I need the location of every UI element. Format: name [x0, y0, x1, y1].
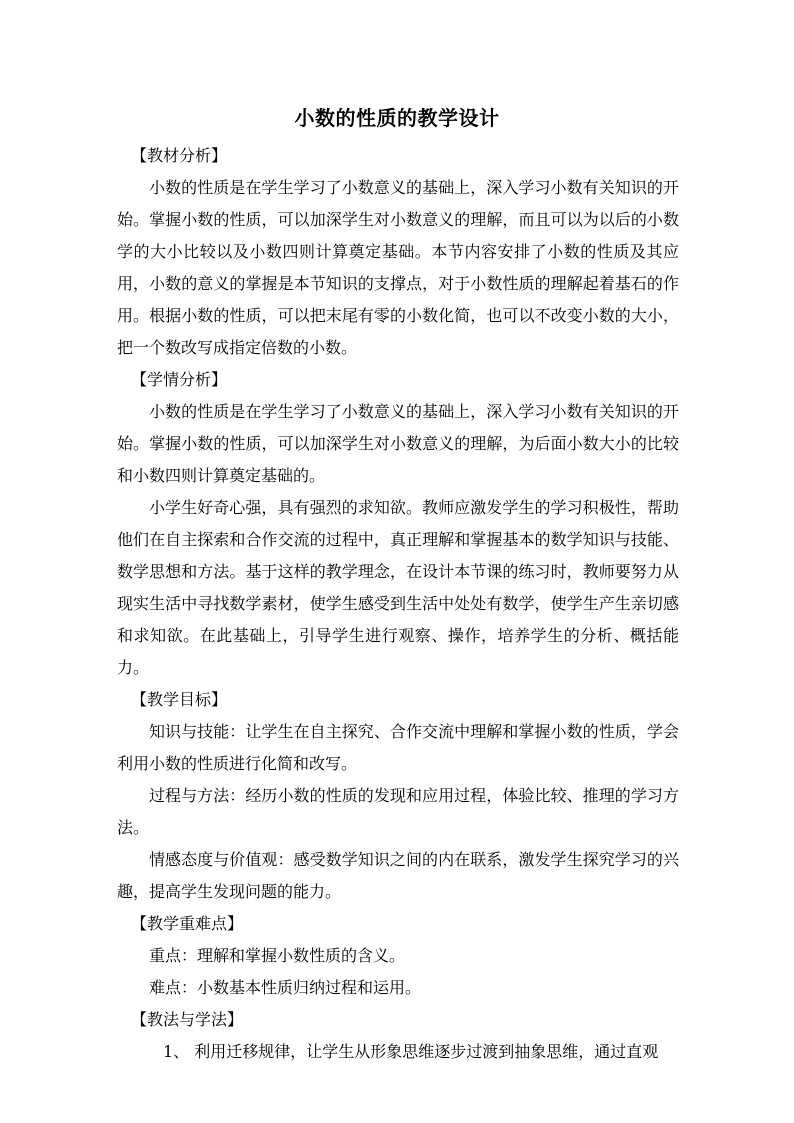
section-heading-methods: 【教法与学法】 — [131, 1010, 244, 1029]
section-heading-textbook-analysis: 【教材分析】 — [131, 146, 228, 165]
paragraph-goal-process: 过程与方法：经历小数的性质的发现和应用过程，体验比较、推理的学习方法。 — [117, 786, 679, 837]
document-body — [117, 140, 679, 1068]
section-heading-key-points: 【教学重难点】 — [131, 914, 244, 933]
paragraph-goal-emotion: 情感态度与价值观：感受数学知识之间的内在联系，激发学生探究学习的兴趣，提高学生发现问题的能力。 — [117, 850, 679, 901]
paragraph-textbook-analysis: 小数的性质是在学生学习了小数意义的基础上，深入学习小数有关知识的开始。掌握小数的性质，可以加深学生对小数意义的理解，而且可以为以后的小数学的大小比较以及小数四则计算奠定基础。本节内容安排了小数的性质及其应用，小数的意义的掌握是本节知识的支撑点，对于小数性质的理解起着基石的作用。根据小数的性质，可以把末尾有零的小数化简，也可以不改变小数的大小，把一个数改写成指定倍数的小数。 — [117, 178, 679, 357]
section-heading-student-analysis: 【学情分析】 — [131, 370, 228, 389]
document-title: 小数的性质的教学设计 — [294, 106, 500, 130]
paragraph-key-point: 重点：理解和掌握小数性质的含义。 — [149, 946, 406, 965]
method-item-1: 1、 利用迁移规律，让学生从形象思维逐步过渡到抽象思维，通过直观 — [163, 1042, 659, 1061]
paragraph-student-analysis-2: 小学生好奇心强，具有强烈的求知欲。教师应激发学生的学习积极性，帮助他们在自主探索和合作交流的过程中，真正理解和掌握基本的数学知识与技能、数学思想和方法。基于这样的教学理念，在设计本节课的练习时，教师要努力从现实生活中寻找数学素材，使学生感受到生活中处处有数学，使学生产生亲切感和求知欲。在此基础上，引导学生进行观察、操作，培养学生的分析、概括能力。 — [117, 498, 679, 677]
section-heading-teaching-goals: 【教学目标】 — [131, 690, 228, 709]
paragraph-student-analysis-1: 小数的性质是在学生学习了小数意义的基础上，深入学习小数有关知识的开始。掌握小数的性质，可以加深学生对小数意义的理解，为后面小数大小的比较和小数四则计算奠定基础的。 — [117, 402, 679, 485]
paragraph-difficult-point: 难点：小数基本性质归纳过程和运用。 — [149, 978, 422, 997]
paragraph-goal-knowledge: 知识与技能：让学生在自主探究、合作交流中理解和掌握小数的性质，学会利用小数的性质进行化简和改写。 — [117, 722, 679, 773]
